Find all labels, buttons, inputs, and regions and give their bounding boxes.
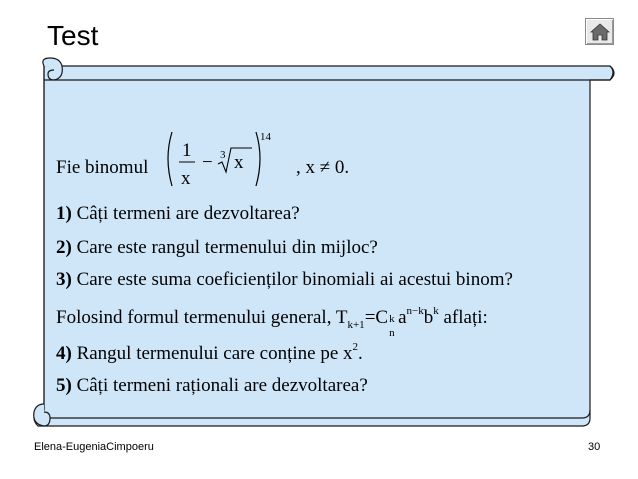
question-end: . [358,343,363,364]
slide-content [56,0,596,420]
question-text: Care este suma coeficienților binomiali ai acestui binom? [76,269,513,290]
binomial-intro [56,158,148,177]
page-number: 30 [588,441,601,453]
question-text: Care este rangul termenului din mijloc? [76,237,378,258]
a-exponent: n−k [406,305,424,317]
binomial-expression [162,126,282,196]
general-term-line [56,305,488,339]
a-symbol: a [398,307,407,328]
question-number: 2) [56,237,72,258]
slide-title: Test [47,20,99,51]
c-subscript: n [389,327,395,339]
question-text: Rangul termenului care conține pe x [76,343,353,364]
footer-author: Elena-EugeniaCimpoeru [34,441,154,453]
root-index: 3 [220,149,226,161]
t-subscript: k+1 [347,319,365,331]
question-5 [56,376,368,395]
frac-denominator: x [181,168,191,189]
minus-sign: − [202,152,213,173]
general-term-suffix: aflați: [438,307,488,328]
question-text: Câți termeni raționali are dezvoltarea? [76,375,368,396]
c-superscript: k [389,313,395,325]
binomial-condition [296,158,349,177]
condition-text: , x ≠ 0. [296,157,350,178]
question-3 [56,270,513,289]
c-symbol: =C [364,307,389,328]
question-number: 5) [56,375,72,396]
root-variable: x [234,152,244,173]
question-number: 4) [56,343,72,364]
intro-label: Fie binomul [56,157,149,178]
b-exponent: k [433,305,439,317]
question-number: 3) [56,269,72,290]
question-text: Câți termeni are dezvoltarea? [76,203,300,224]
frac-numerator: 1 [182,140,192,161]
question-number: 1) [56,203,72,224]
question-2 [56,238,378,257]
exponent: 14 [260,131,271,143]
x-exponent: 2 [352,341,359,353]
question-1 [56,204,300,223]
general-term-prefix: Folosind formul termenului general, T [56,307,348,328]
b-symbol: b [423,307,434,328]
question-4 [56,341,363,364]
